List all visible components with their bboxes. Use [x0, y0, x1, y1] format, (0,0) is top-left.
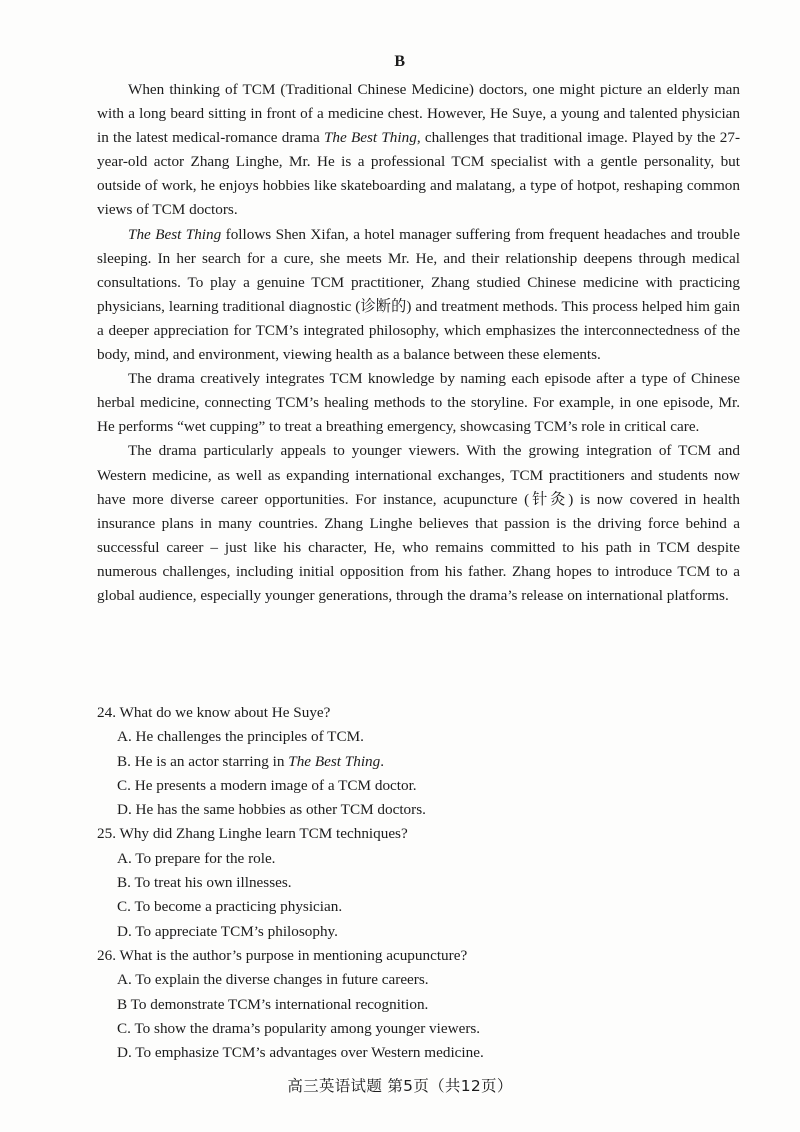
answer-option — [97, 895, 740, 919]
answer-option — [97, 725, 740, 749]
text-run: A. To prepare for the role. — [117, 849, 276, 867]
answer-option — [97, 847, 740, 871]
text-run: C. To show the drama’s popularity among younger viewers. — [117, 1019, 481, 1037]
page-footer: 高三英语试题 第5页（共12页） — [287, 1077, 513, 1095]
question-stem: 24. What do we know about He Suye? — [97, 704, 331, 721]
italic-title-text: The Best Thing — [128, 225, 222, 243]
text-run: B. He is an actor starring in — [117, 752, 289, 770]
answer-option — [97, 968, 740, 992]
answer-option — [97, 798, 740, 822]
answer-option — [97, 993, 740, 1017]
answer-option — [97, 1017, 740, 1041]
answer-option — [97, 750, 740, 774]
text-run: , challenges that traditional image. Played by the 27-year-old actor Zhang Linghe, Mr. He is a professional TCM specialist with a gentle personality, but outside of work, he enjoys hobbies like skateboarding and malatang, a type of hotpot, reshaping common views of TCM doctors. — [97, 129, 740, 219]
answer-option — [97, 920, 740, 944]
text-run: B. To treat his own illnesses. — [117, 874, 292, 892]
text-run: A. He challenges the principles of TCM. — [117, 728, 364, 746]
reading-passage — [97, 78, 740, 608]
answer-option — [97, 871, 740, 895]
text-run: . — [380, 752, 385, 770]
question-stem: 25. Why did Zhang Linghe learn TCM techniques? — [97, 825, 408, 843]
question-block — [97, 822, 740, 943]
passage-paragraph — [97, 439, 740, 608]
question-list — [97, 701, 740, 1065]
text-run: D. To emphasize TCM’s advantages over Western medicine. — [117, 1044, 484, 1062]
text-run: The drama particularly appeals to younger viewers. With the growing integration of TCM and Western medicine, as well as expanding international exchanges, TCM practitioners and students now have more diverse career opportunities. For instance, acupuncture (针灸) is now covered in health insurance plans in many countries. Zhang Linghe believes that passion is the driving force behind a successful career – just like his character, He, who remains committed to his path in TCM despite numerous challenges, including initial opposition from his father. Zhang hopes to introduce TCM to a global audience, especially younger generations, through the drama’s release on international platforms. — [97, 442, 740, 604]
text-run: D. He has the same hobbies as other TCM doctors. — [117, 801, 426, 819]
text-run: B To demonstrate TCM’s international recognition. — [117, 995, 429, 1013]
passage-paragraph — [97, 78, 740, 223]
text-run: C. To become a practicing physician. — [117, 898, 343, 916]
text-run: D. To appreciate TCM’s philosophy. — [117, 922, 338, 940]
italic-title-text: The Best Thing — [288, 752, 381, 770]
answer-option — [97, 774, 740, 798]
passage-paragraph — [97, 223, 740, 368]
text-run: follows Shen Xifan, a hotel manager suffering from frequent headaches and trouble sleeping. In her search for a cure, she meets Mr. He, and their relationship deepens through medical consultations. To play a genuine TCM practitioner, Zhang studied Chinese medicine with practicing physicians, learning traditional diagnostic (诊断的) and treatment methods. This process helped him gain a deeper appreciation for TCM’s integrated philosophy, which emphasizes the interconnectedness of the body, mind, and environment, viewing health as a balance between these elements. — [97, 225, 740, 364]
section-heading: B — [394, 53, 406, 70]
italic-title-text: The Best Thing — [323, 129, 417, 147]
passage-paragraph — [97, 367, 740, 439]
text-run: The drama creatively integrates TCM knowledge by naming each episode after a type of Chinese herbal medicine, connecting TCM’s healing methods to the storyline. For example, in one episode, Mr. He performs “wet cupping” to treat a breathing emergency, showcasing TCM’s role in critical care. — [97, 370, 740, 436]
text-run: When thinking of TCM (Traditional Chinese Medicine) doctors, one might picture an elderly man with a long beard sitting in front of a medicine chest. However, He Suye, a young and talented physician in the latest medical-romance drama — [97, 81, 740, 147]
answer-option — [97, 1041, 740, 1065]
question-block — [97, 944, 740, 1065]
text-run: A. To explain the diverse changes in future careers. — [117, 971, 429, 989]
text-run: C. He presents a modern image of a TCM doctor. — [117, 776, 417, 794]
question-block — [97, 701, 740, 822]
question-stem: 26. What is the author’s purpose in mentioning acupuncture? — [97, 946, 468, 964]
